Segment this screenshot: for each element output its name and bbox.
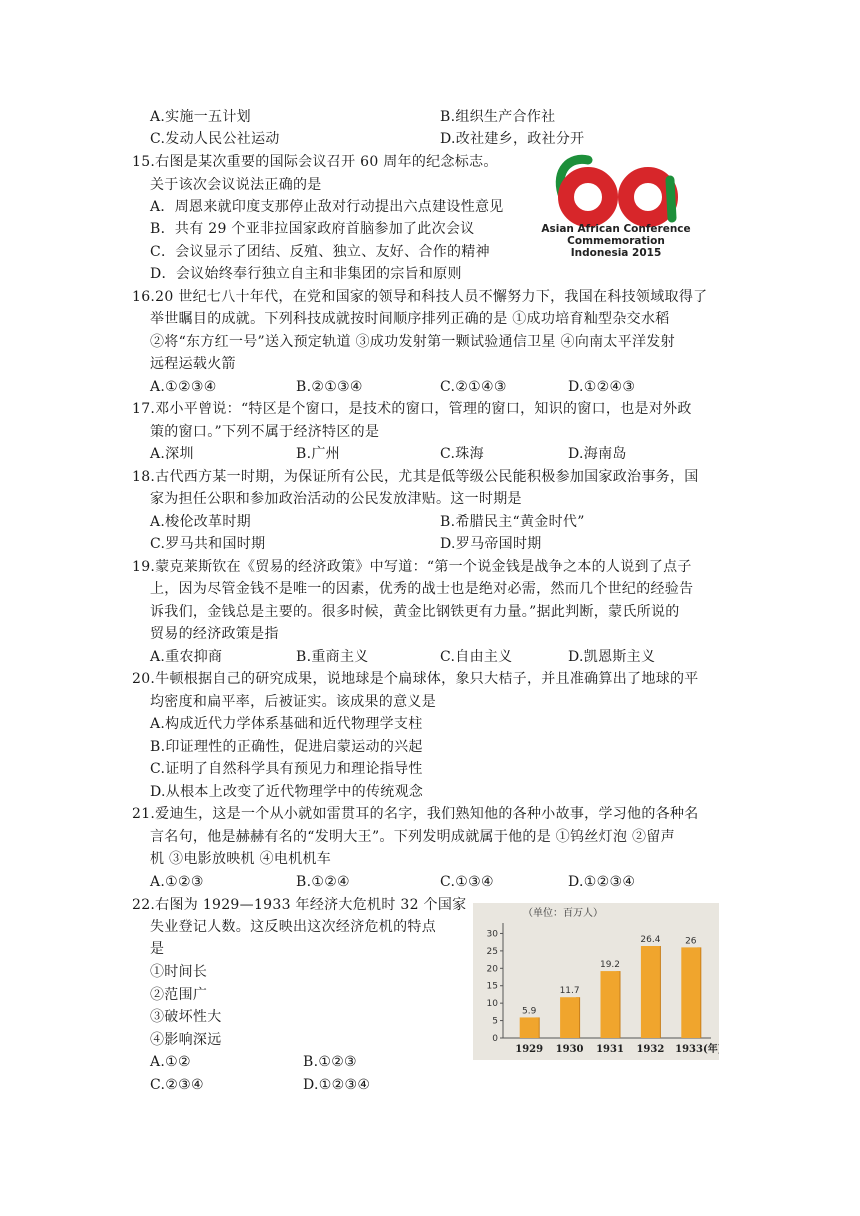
q17-option-b: B.广州 — [296, 446, 340, 462]
q16-option-c: C.②①④③ — [440, 379, 507, 395]
q16-stem: 举世瞩目的成就。下列科技成就按时间顺序排列正确的是 ①成功培育籼型杂交水稻 — [150, 311, 670, 327]
q16-option-d: D.①②④③ — [568, 379, 636, 395]
q17-option-c: C.珠海 — [440, 446, 484, 462]
q21-stem: 21.爱迪生，这是一个从小就如雷贯耳的名字，我们熟知他的各种小故事，学习他的各种名 — [132, 806, 699, 822]
y-tick-label: 30 — [486, 929, 498, 940]
q21-option-d: D.①②③④ — [568, 874, 636, 890]
q22-stem: 22.右图为 1929—1933 年经济大危机时 32 个国家 — [132, 897, 467, 913]
q15-option-d: D．会议始终奉行独立自主和非集团的宗旨和原则 — [150, 266, 462, 282]
q18-option-c: C.罗马共和国时期 — [150, 536, 266, 552]
q19-option-b: B.重商主义 — [296, 649, 369, 665]
q17-stem: 策的窗口。”下列不属于经济特区的是 — [150, 424, 380, 440]
q16-stem: 远程运载火箭 — [150, 356, 236, 372]
q18-stem: 家为担任公职和参加政治活动的公民发放津贴。这一时期是 — [150, 491, 522, 507]
q22-stem: 是 — [150, 941, 165, 957]
q19-stem: 贸易的经济政策是指 — [150, 626, 279, 642]
q16-option-a: A.①②③④ — [150, 379, 217, 395]
q21-stem: 言名句，他是赫赫有名的“发明大王”。下列发明成就属于他的是 ①钨丝灯泡 ②留声 — [150, 829, 675, 845]
q16-stem: ②将“东方红一号”送入预定轨道 ③成功发射第一颗试验通信卫星 ④向南太平洋发射 — [150, 334, 675, 350]
q22-statement-2: ②范围广 — [150, 987, 208, 1003]
q20-option-b: B.印证理性的正确性，促进启蒙运动的兴起 — [150, 739, 423, 755]
q19-stem: 诉我们，金钱总是主要的。很多时候，黄金比钢铁更有力量。”据此判断，蒙氏所说的 — [150, 604, 680, 620]
q21-option-a: A.①②③ — [150, 874, 204, 890]
q22-option-a: A.①② — [150, 1054, 191, 1070]
y-tick-label: 0 — [492, 1034, 498, 1044]
logo-text-line1: Asian African Conference — [541, 223, 691, 235]
q19-stem: 上，因为尽管金钱不是唯一的因素，优秀的战士也是绝对必需，然而几个世纪的经验告 — [150, 581, 694, 597]
q14-option-c: C.发动人民公社运动 — [150, 131, 280, 147]
chart-title: （单位：百万人） — [523, 908, 603, 919]
q22-option-c: C.②③④ — [150, 1077, 204, 1093]
conference-logo — [530, 150, 702, 262]
q20-option-d: D.从根本上改变了近代物理学中的传统观念 — [150, 784, 424, 800]
bar — [560, 997, 579, 1038]
q21-option-b: B.①②④ — [296, 874, 350, 890]
q22-option-b: B.①②③ — [303, 1054, 357, 1070]
x-tick-label: 1932 — [636, 1044, 665, 1055]
q18-option-b: B.希腊民主“黄金时代” — [440, 514, 585, 530]
q14-option-b: B.组织生产合作社 — [440, 109, 556, 125]
x-tick-label: 1929 — [515, 1044, 544, 1055]
q17-option-d: D.海南岛 — [568, 446, 627, 462]
q16-option-b: B.②①③④ — [296, 379, 363, 395]
q17-stem: 17.邓小平曾说：“特区是个窗口，是技术的窗口，管理的窗口，知识的窗口，也是对外政 — [132, 401, 692, 417]
y-tick-label: 25 — [486, 946, 498, 957]
q19-stem: 19.蒙克莱斯钦在《贸易的经济政策》中写道：“第一个说金钱是战争之本的人说到了点子 — [132, 559, 692, 575]
bar — [601, 971, 620, 1038]
bar-value-label: 26.4 — [640, 935, 661, 945]
unemployment-chart — [473, 903, 719, 1060]
q18-option-a: A.梭伦改革时期 — [150, 514, 251, 530]
bar — [520, 1017, 539, 1038]
x-tick-label: 1933(年) — [675, 1044, 719, 1055]
q15-option-a: A．周恩来就印度支那停止敌对行动提出六点建设性意见 — [150, 199, 504, 215]
bar — [681, 947, 700, 1038]
q19-option-d: D.凯恩斯主义 — [568, 649, 656, 665]
logo-text-line3: Indonesia 2015 — [570, 247, 662, 259]
x-tick-label: 1930 — [555, 1044, 584, 1055]
q16-stem: 16.20 世纪七八十年代，在党和国家的领导和科技人员不懈努力下，我国在科技领域取得了 — [132, 289, 708, 305]
q19-option-a: A.重农抑商 — [150, 649, 223, 665]
bar-value-label: 5.9 — [522, 1006, 537, 1017]
y-tick-label: 5 — [492, 1016, 498, 1027]
bar — [641, 946, 660, 1038]
unemployment-chart-svg — [473, 903, 719, 1060]
q20-stem: 均密度和扁平率，后被证实。该成果的意义是 — [150, 694, 436, 710]
y-tick-label: 15 — [486, 981, 498, 992]
q22-statement-1: ①时间长 — [150, 964, 208, 980]
q15-stem: 关于该次会议说法正确的是 — [150, 177, 322, 193]
bar-value-label: 19.2 — [599, 960, 621, 971]
q20-option-a: A.构成近代力学体系基础和近代物理学支柱 — [150, 716, 423, 732]
q21-stem: 机 ③电影放映机 ④电机机车 — [150, 851, 332, 867]
q18-stem: 18.古代西方某一时期，为保证所有公民，尤其是低等级公民能积极参加国家政治事务，国 — [132, 469, 699, 485]
q15-option-c: C．会议显示了团结、反殖、独立、友好、合作的精神 — [150, 244, 490, 260]
logo-text-line2: Commemoration — [567, 235, 665, 247]
q14-option-d: D.改社建乡，政社分开 — [440, 131, 585, 147]
q17-option-a: A.深圳 — [150, 446, 194, 462]
q15-stem: 15.右图是某次重要的国际会议召开 60 周年的纪念标志。 — [132, 154, 498, 170]
q20-option-c: C.证明了自然科学具有预见力和理论指导性 — [150, 761, 423, 777]
q22-stem: 失业登记人数。这反映出这次经济危机的特点 — [150, 919, 436, 935]
q22-option-d: D.①②③④ — [303, 1077, 371, 1093]
q22-statement-4: ④影响深远 — [150, 1032, 222, 1048]
q18-option-d: D.罗马帝国时期 — [440, 536, 542, 552]
y-tick-label: 10 — [486, 999, 498, 1010]
q15-option-b: B．共有 29 个亚非拉国家政府首脑参加了此次会议 — [150, 221, 475, 237]
y-tick-label: 20 — [486, 964, 498, 975]
q14-option-a: A.实施一五计划 — [150, 109, 251, 125]
x-tick-label: 1931 — [596, 1044, 624, 1055]
bar-value-label: 26 — [685, 936, 697, 947]
q20-stem: 20.牛顿根据自己的研究成果，说地球是个扁球体，象只大桔子，并且准确算出了地球的平 — [132, 671, 699, 687]
q22-statement-3: ③破坏性大 — [150, 1009, 222, 1025]
bar-value-label: 11.7 — [559, 986, 580, 997]
q19-option-c: C.自由主义 — [440, 649, 513, 665]
q21-option-c: C.①③④ — [440, 874, 494, 890]
